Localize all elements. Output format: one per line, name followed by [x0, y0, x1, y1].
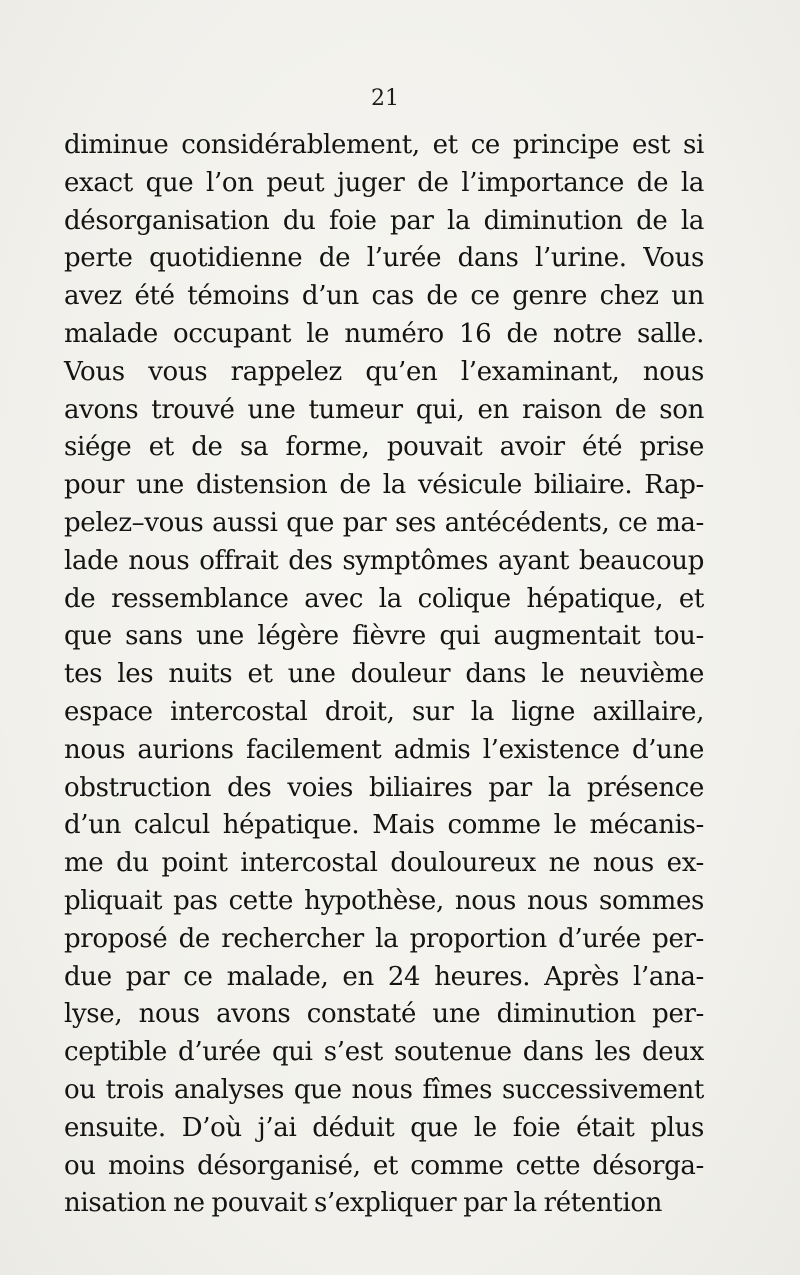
- text-line: d’un calcul hépatique. Mais comme le mécanis-: [64, 810, 704, 841]
- text-line: exact que l’on peut juger de l’importance de la: [64, 167, 704, 198]
- text-line: proposé de rechercher la proportion d’urée per-: [64, 923, 704, 954]
- text-line: avons trouvé une tumeur qui, en raison de son: [64, 394, 704, 425]
- text-line: de ressemblance avec la colique hépatique, et: [64, 583, 704, 614]
- page-number: 21: [371, 86, 399, 111]
- text-line: espace intercostal droit, sur la ligne axillaire,: [64, 696, 704, 727]
- text-line: que sans une légère fièvre qui augmentait tou-: [64, 621, 704, 652]
- text-line: ceptible d’urée qui s’est soutenue dans les deux: [64, 1037, 704, 1068]
- text-line: lyse, nous avons constaté une diminution per-: [64, 999, 704, 1030]
- text-line: avez été témoins d’un cas de ce genre chez un: [64, 281, 704, 312]
- text-line: nous aurions facilement admis l’existence d’une: [64, 734, 704, 765]
- text-line: pour une distension de la vésicule biliaire. Rap-: [64, 470, 704, 501]
- text-line: ou trois analyses que nous fîmes successivement: [64, 1074, 704, 1105]
- text-line: obstruction des voies biliaires par la présence: [64, 772, 704, 803]
- text-line: malade occupant le numéro 16 de notre salle.: [64, 318, 704, 349]
- text-line: diminue considérablement, et ce principe est si: [64, 130, 704, 160]
- text-line: lade nous offrait des symptômes ayant beaucoup: [64, 545, 704, 576]
- text-line: Vous vous rappelez qu’en l’examinant, nous: [64, 356, 704, 387]
- text-line: siége et de sa forme, pouvait avoir été prise: [64, 432, 704, 463]
- body-text: [64, 127, 704, 1223]
- text-line: ensuite. D’où j’ai déduit que le foie était plus: [64, 1112, 704, 1143]
- text-line: due par ce malade, en 24 heures. Après l’ana-: [64, 961, 704, 992]
- text-line: pliquait pas cette hypothèse, nous nous sommes: [64, 885, 704, 916]
- text-line: nisation ne pouvait s’expliquer par la rétention: [64, 1188, 663, 1219]
- text-line: ou moins désorganisé, et comme cette désorga-: [64, 1150, 704, 1181]
- text-line: désorganisation du foie par la diminution de la: [64, 205, 704, 236]
- text-line: tes les nuits et une douleur dans le neuvième: [64, 659, 704, 690]
- text-line: pelez–vous aussi que par ses antécédents, ce ma-: [64, 507, 704, 538]
- text-line: me du point intercostal douloureux ne nous ex-: [64, 848, 704, 879]
- text-line: perte quotidienne de l’urée dans l’urine. Vous: [64, 243, 704, 274]
